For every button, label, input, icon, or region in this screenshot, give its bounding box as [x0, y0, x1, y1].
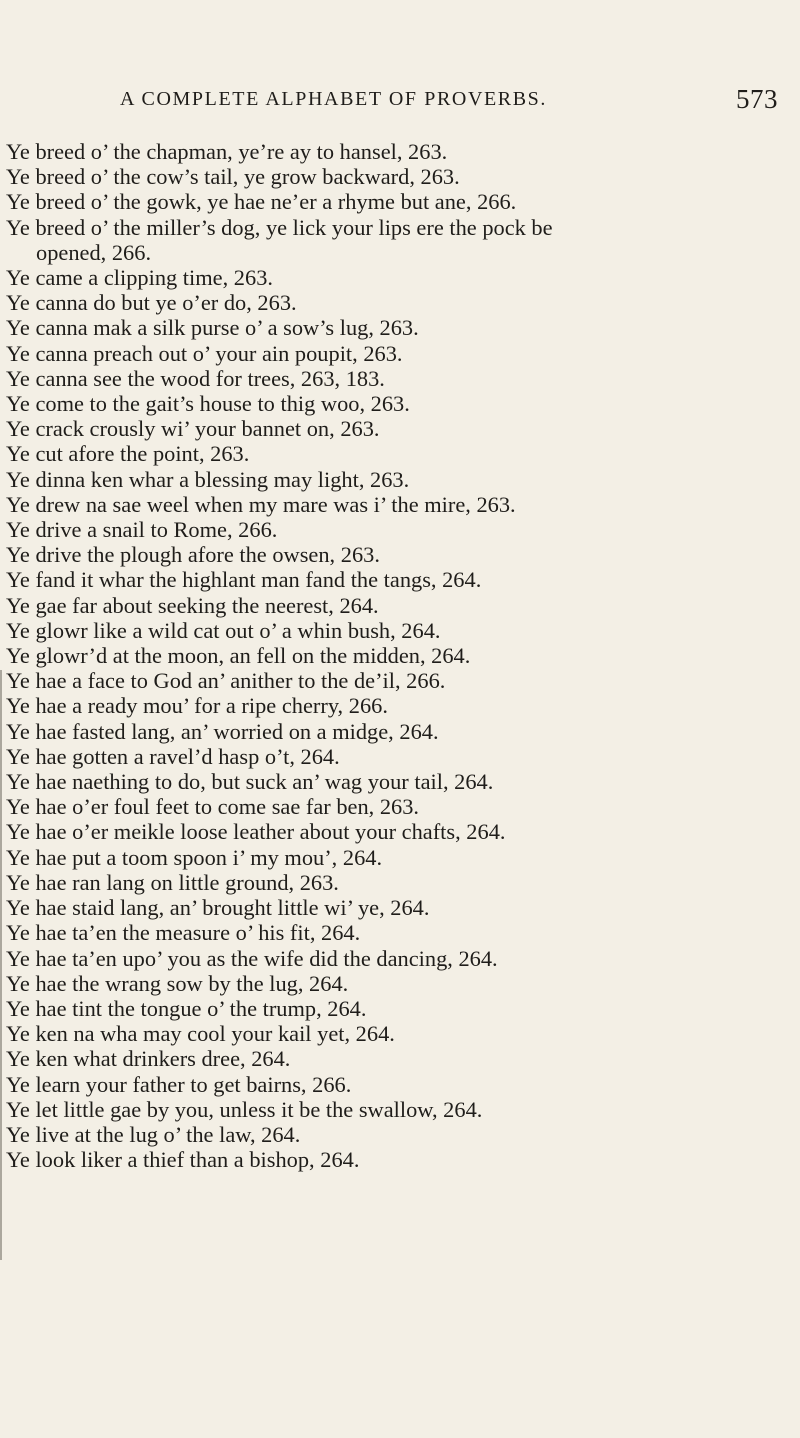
- proverb-entry: Ye hae o’er meikle loose leather about your chafts, 264.: [6, 819, 506, 845]
- page-number: 573: [736, 84, 778, 114]
- proverb-entry: Ye drive a snail to Rome, 266.: [6, 517, 278, 543]
- running-header: [120, 84, 778, 122]
- proverb-entry: Ye dinna ken whar a blessing may light, 263.: [6, 466, 410, 492]
- proverb-entry: Ye glowr’d at the moon, an fell on the midden, 264.: [6, 643, 471, 669]
- proverb-entry: Ye hae staid lang, an’ brought little wi’ ye, 264.: [6, 895, 430, 921]
- running-title: A COMPLETE ALPHABET OF PROVERBS.: [120, 88, 548, 110]
- proverb-entry: Ye breed o’ the chapman, ye’re ay to hansel, 263.: [6, 139, 448, 164]
- proverb-entry: Ye hae o’er foul feet to come sae far ben, 263.: [6, 794, 420, 820]
- proverb-entry: Ye hae tint the tongue o’ the trump, 264.: [6, 995, 367, 1021]
- proverb-list: [6, 139, 796, 1172]
- proverb-entry: Ye fand it whar the highlant man fand the tangs, 264.: [6, 567, 482, 593]
- proverb-entry: Ye ken what drinkers dree, 264.: [6, 1046, 291, 1072]
- proverb-entry: Ye look liker a thief than a bishop, 264.: [6, 1147, 360, 1173]
- proverb-entry: Ye hae ta’en upo’ you as the wife did the dancing, 264.: [6, 945, 498, 971]
- proverb-entry: Ye hae ran lang on little ground, 263.: [6, 869, 339, 895]
- proverb-entry: Ye hae the wrang sow by the lug, 264.: [6, 970, 349, 996]
- proverb-entry: Ye breed o’ the cow’s tail, ye grow backward, 263.: [6, 164, 460, 190]
- proverb-entry: Ye hae a face to God an’ anither to the de’il, 266.: [6, 668, 446, 694]
- proverb-entry: Ye cut afore the point, 263.: [6, 441, 250, 467]
- proverb-entry: Ye hae ta’en the measure o’ his fit, 264.: [6, 920, 361, 946]
- proverb-entry: Ye hae a ready mou’ for a ripe cherry, 266.: [6, 693, 388, 719]
- proverb-entry: Ye canna do but ye o’er do, 263.: [6, 290, 297, 316]
- proverb-entry: Ye gae far about seeking the neerest, 264.: [6, 592, 379, 618]
- proverb-entry: Ye drive the plough afore the owsen, 263.: [6, 542, 380, 568]
- proverb-entry: Ye hae fasted lang, an’ worried on a midge, 264.: [6, 718, 439, 744]
- proverb-entry: Ye canna mak a silk purse o’ a sow’s lug, 263.: [6, 315, 419, 341]
- proverb-entry: Ye hae gotten a ravel’d hasp o’t, 264.: [6, 743, 340, 769]
- proverb-entry: Ye drew na sae weel when my mare was i’ the mire, 263.: [6, 491, 516, 517]
- page-binding-edge: [0, 670, 2, 1260]
- proverb-entry: Ye hae naething to do, but suck an’ wag your tail, 264.: [6, 769, 494, 795]
- proverb-entry: Ye let little gae by you, unless it be the swallow, 264.: [6, 1096, 483, 1122]
- proverb-entry-continuation: opened, 266.: [36, 239, 152, 265]
- proverb-entry: Ye live at the lug o’ the law, 264.: [6, 1121, 301, 1147]
- proverb-entry: Ye crack crously wi’ your bannet on, 263.: [6, 416, 380, 442]
- proverb-entry: Ye canna preach out o’ your ain poupit, 263.: [6, 340, 403, 366]
- proverb-entry-line: Ye breed o’ the miller’s dog, ye lick your lips ere the pock be: [6, 214, 553, 240]
- proverb-entry: [6, 215, 796, 265]
- proverb-entry: Ye ken na wha may cool your kail yet, 264.: [6, 1021, 395, 1047]
- proverb-entry: Ye glowr like a wild cat out o’ a whin bush, 264.: [6, 617, 441, 643]
- proverb-entry: Ye hae put a toom spoon i’ my mou’, 264.: [6, 844, 383, 870]
- proverb-entry: Ye canna see the wood for trees, 263, 183.: [6, 365, 385, 391]
- proverb-entry: Ye breed o’ the gowk, ye hae ne’er a rhyme but ane, 266.: [6, 189, 517, 215]
- proverb-entry: Ye come to the gait’s house to thig woo, 263.: [6, 391, 410, 417]
- proverb-entry: Ye learn your father to get bairns, 266.: [6, 1071, 352, 1097]
- proverb-entry: Ye came a clipping time, 263.: [6, 265, 273, 291]
